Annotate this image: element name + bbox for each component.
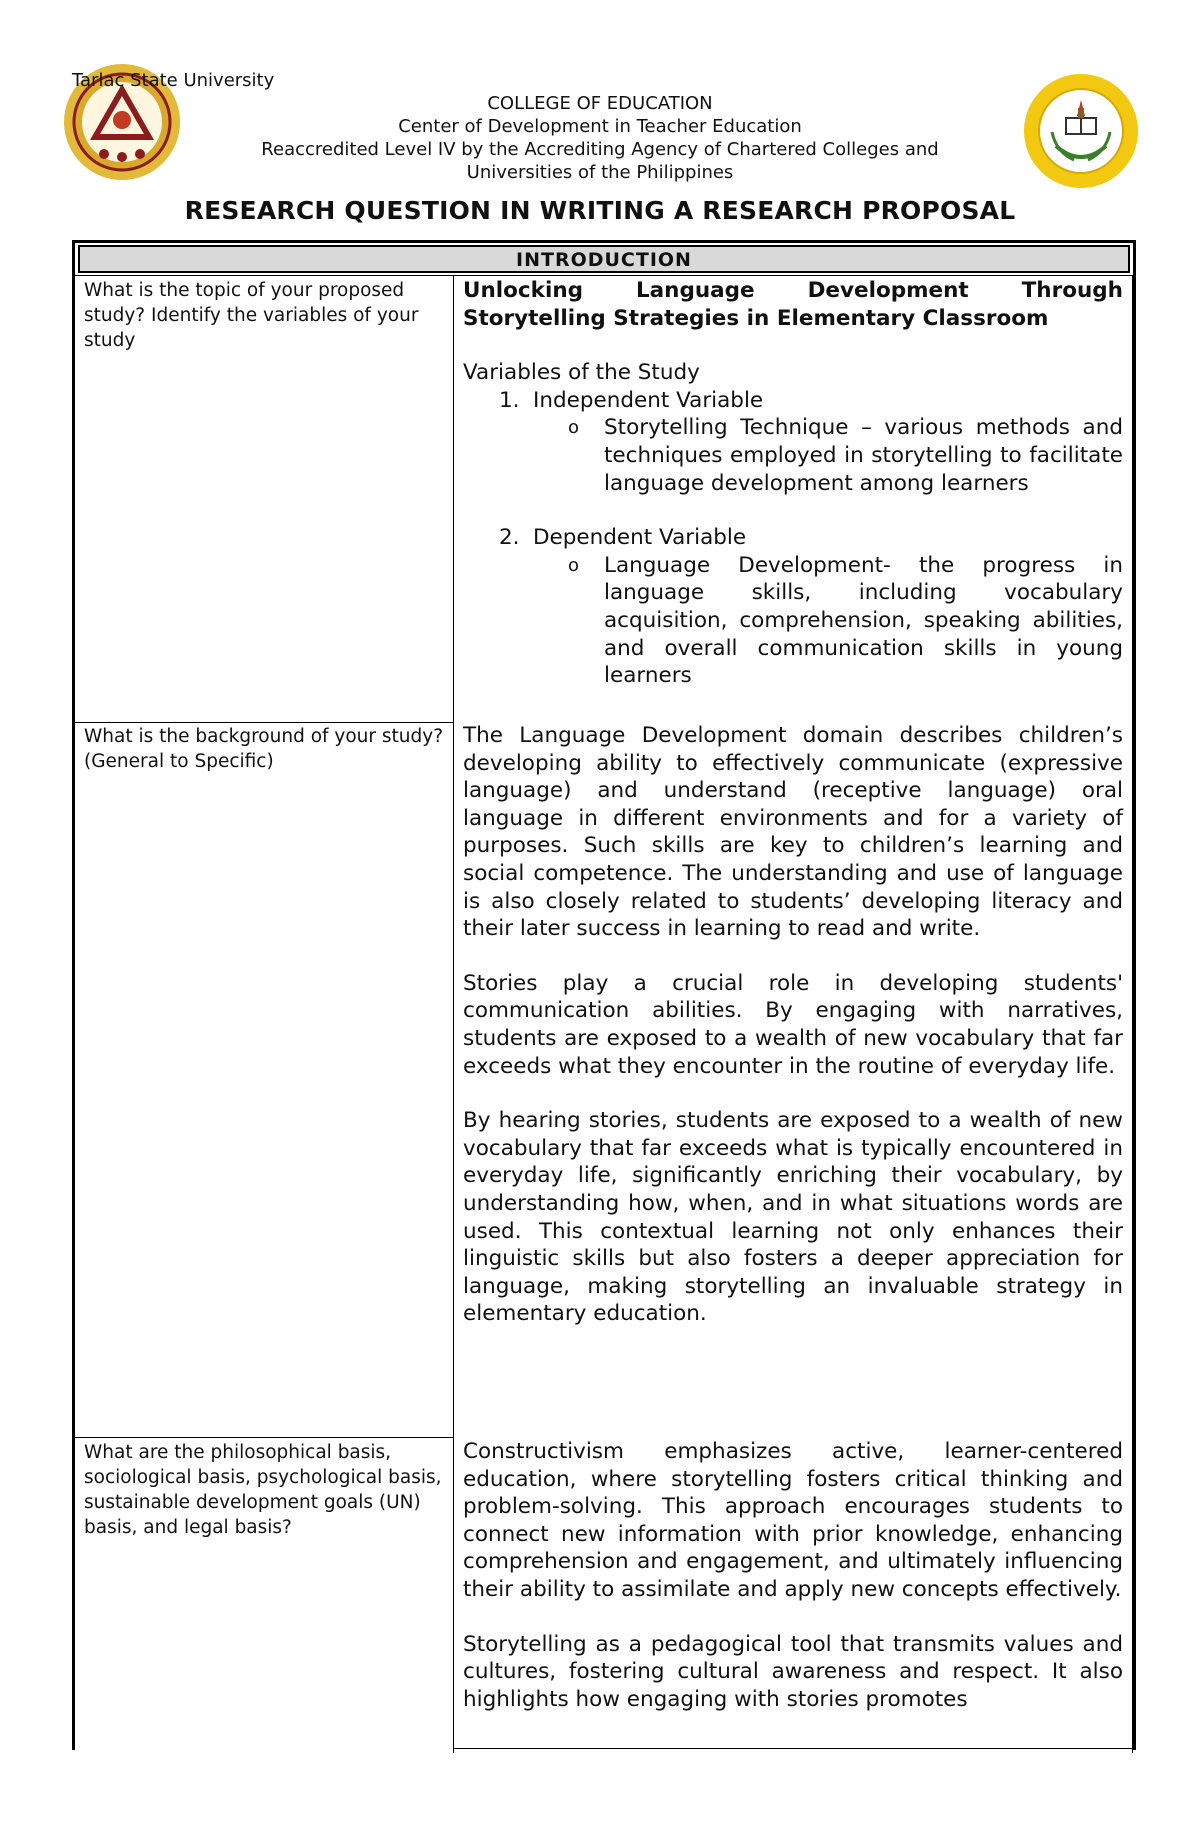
question-background: What is the background of your study? (General to Specific) (84, 726, 444, 772)
row-divider (75, 1437, 453, 1438)
list-item (463, 387, 1123, 415)
accreditation-line-1: Reaccredited Level IV by the Accrediting Agency of Chartered Colleges and (261, 139, 939, 160)
row-divider (75, 275, 1133, 276)
list-subitem (463, 414, 1123, 497)
list-number: 2. (499, 525, 520, 551)
bullet-icon: o (568, 417, 580, 439)
row-divider (453, 1748, 1133, 1749)
paragraph: Storytelling as a pedagogical tool that transmits values and cultures, fostering cultural awareness and respect. It also highlights how engaging with stories promotes (463, 1631, 1123, 1712)
list-subitem (463, 552, 1123, 690)
variables-heading: Variables of the Study (463, 360, 700, 386)
list-item (463, 524, 1123, 552)
question-topic: What is the topic of your proposed study? Identify the variables of your study (84, 280, 419, 351)
answer-topic (463, 277, 1123, 690)
college-of-teacher-education-logo (1022, 72, 1140, 190)
row-divider (75, 722, 453, 723)
variable-label: Independent Variable (533, 387, 764, 413)
list-number: 1. (499, 387, 520, 413)
column-divider (453, 275, 454, 1753)
letterhead (180, 92, 1020, 184)
university-name: Tarlac State University (72, 70, 275, 91)
bullet-icon: o (568, 554, 580, 576)
answer-bases (463, 1438, 1123, 1713)
table-right-border (1132, 275, 1133, 1753)
answer-background (463, 722, 1123, 1328)
question-bases: What are the philosophical basis, sociological basis, psychological basis, sustainable development goals (UN) basis, and legal basis? (84, 1442, 442, 1538)
paragraph: The Language Development domain describes children’s developing ability to effectively communicate (expressive language) and understand (receptive language) oral language in different environments and for a variety of purposes. Such skills are key to children’s learning and social competence. The understanding and use of language is also closely related to students’ developing literacy and their later success in learning to read and write. (463, 723, 1123, 942)
college-name: COLLEGE OF EDUCATION (487, 93, 713, 114)
variable-description: Storytelling Technique – various methods and techniques employed in storytelling to facilitate language development among learners (604, 415, 1123, 496)
section-heading-introduction: INTRODUCTION (78, 245, 1130, 273)
variable-label: Dependent Variable (533, 525, 747, 551)
paragraph: By hearing stories, students are exposed to a wealth of new vocabulary that far exceeds what is typically encountered in everyday life, significantly enriching their vocabulary, by understanding how, when, and in what situations words are used. This contextual learning not only enhances their linguistic skills but also fosters a deeper appreciation for language, making storytelling an invaluable strategy in elementary education. (463, 1108, 1123, 1327)
accreditation-line-2: Universities of the Philippines (466, 162, 734, 183)
center-name: Center of Development in Teacher Education (398, 116, 802, 137)
variable-description: Language Development- the progress in language skills, including vocabulary acquisition, comprehension, speaking abilities, and overall communication skills in young learners (604, 552, 1123, 689)
paragraph: Stories play a crucial role in developing students' communication abilities. By engaging with narratives, students are exposed to a wealth of new vocabulary that far exceeds what they encounter in the routine of everyday life. (463, 970, 1123, 1079)
study-title: Unlocking Language Development Through Storytelling Strategies in Elementary Classroom (463, 278, 1123, 331)
document-title: RESEARCH QUESTION IN WRITING A RESEARCH PROPOSAL (184, 196, 1016, 225)
paragraph: Constructivism emphasizes active, learner-centered education, where storytelling fosters critical thinking and problem-solving. This approach encourages students to connect new information with prior knowledge, enhancing comprehension and engagement, and ultimately influencing their ability to assimilate and apply new concepts effectively. (463, 1439, 1123, 1602)
